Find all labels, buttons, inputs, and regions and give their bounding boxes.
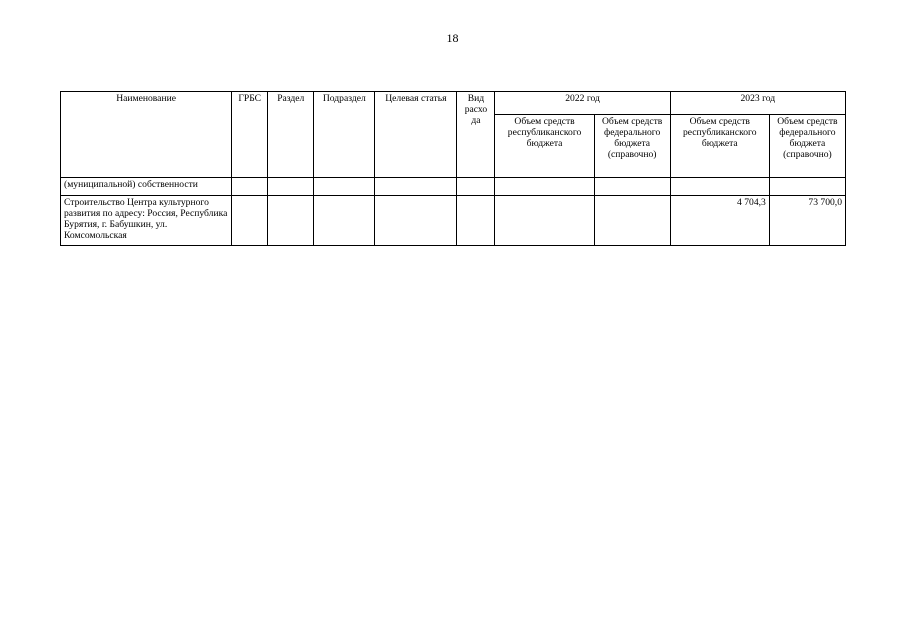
header-section: Раздел: [268, 92, 314, 178]
cell-target-article: [375, 178, 457, 196]
table-row: [61, 196, 846, 246]
header-name: Наименование: [61, 92, 232, 178]
table-header-row: [61, 92, 846, 115]
header-2022-federal-budget: Объем средств федерального бюджета (справочно): [594, 115, 670, 178]
header-year-2023: 2023 год: [670, 92, 845, 115]
cell-2022-republic: [495, 196, 594, 246]
cell-subsection: [314, 178, 375, 196]
cell-2023-federal: 73 700,0: [769, 196, 845, 246]
cell-expense-type: [457, 178, 495, 196]
header-year-2022: 2022 год: [495, 92, 670, 115]
cell-grbs: [232, 178, 268, 196]
cell-section: [268, 178, 314, 196]
header-target-article: Целевая статья: [375, 92, 457, 178]
cell-name: Строительство Центра культурного развития по адресу: Россия, Республика Бурятия, г. Бабушкин, ул. Комсомольская: [61, 196, 232, 246]
cell-name: (муниципальной) собственности: [61, 178, 232, 196]
cell-target-article: [375, 196, 457, 246]
cell-2023-republic: 4 704,3: [670, 196, 769, 246]
header-2023-republic-budget: Объем средств республиканского бюджета: [670, 115, 769, 178]
budget-table: [60, 91, 846, 246]
header-subsection: Подраздел: [314, 92, 375, 178]
cell-section: [268, 196, 314, 246]
cell-2022-federal: [594, 178, 670, 196]
header-grbs: ГРБС: [232, 92, 268, 178]
cell-2023-republic: [670, 178, 769, 196]
cell-grbs: [232, 196, 268, 246]
page-number: 18: [446, 31, 459, 45]
cell-subsection: [314, 196, 375, 246]
header-expense-type: Вид расхо да: [457, 92, 495, 178]
cell-expense-type: [457, 196, 495, 246]
cell-2022-federal: [594, 196, 670, 246]
cell-2023-federal: [769, 178, 845, 196]
table-row: [61, 178, 846, 196]
header-2023-federal-budget: Объем средств федерального бюджета (справочно): [769, 115, 845, 178]
cell-2022-republic: [495, 178, 594, 196]
header-2022-republic-budget: Объем средств республиканского бюджета: [495, 115, 594, 178]
